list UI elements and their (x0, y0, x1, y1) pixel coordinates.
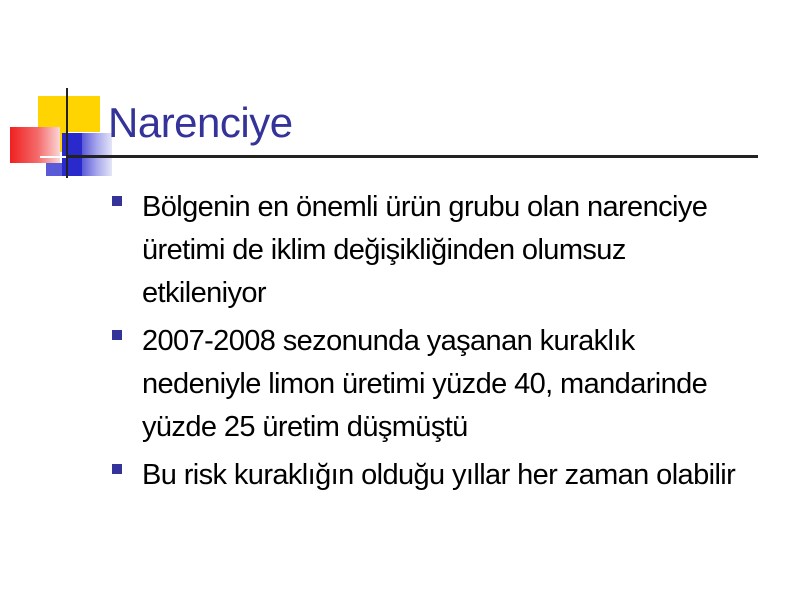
bullet-item (112, 186, 792, 315)
slide-title: Narenciye (108, 99, 293, 146)
bullet-text: 2007-2008 sezonunda yaşanan kuraklık nedeniyle limon üretimi yüzde 40, mandarinde yüzde 25 üretim düşmüştü (142, 325, 708, 443)
bullet-text: Bu risk kuraklığın olduğu yıllar her zaman olabilir (142, 459, 736, 491)
square-bullet-icon (112, 196, 122, 206)
decorative-logo (0, 0, 120, 190)
logo-vertical-line (66, 88, 68, 178)
blue-strip (46, 163, 62, 176)
bullet-item (112, 454, 792, 497)
bullet-text: Bölgenin en önemli ürün grubu olan narenciye üretimi de iklim değişikliğinden olumsuz etkileniyor (142, 191, 708, 309)
square-bullet-icon (112, 464, 122, 474)
square-bullet-icon (112, 330, 122, 340)
bullet-item (112, 320, 792, 449)
title-underline (66, 155, 758, 158)
bullet-list (112, 186, 792, 502)
